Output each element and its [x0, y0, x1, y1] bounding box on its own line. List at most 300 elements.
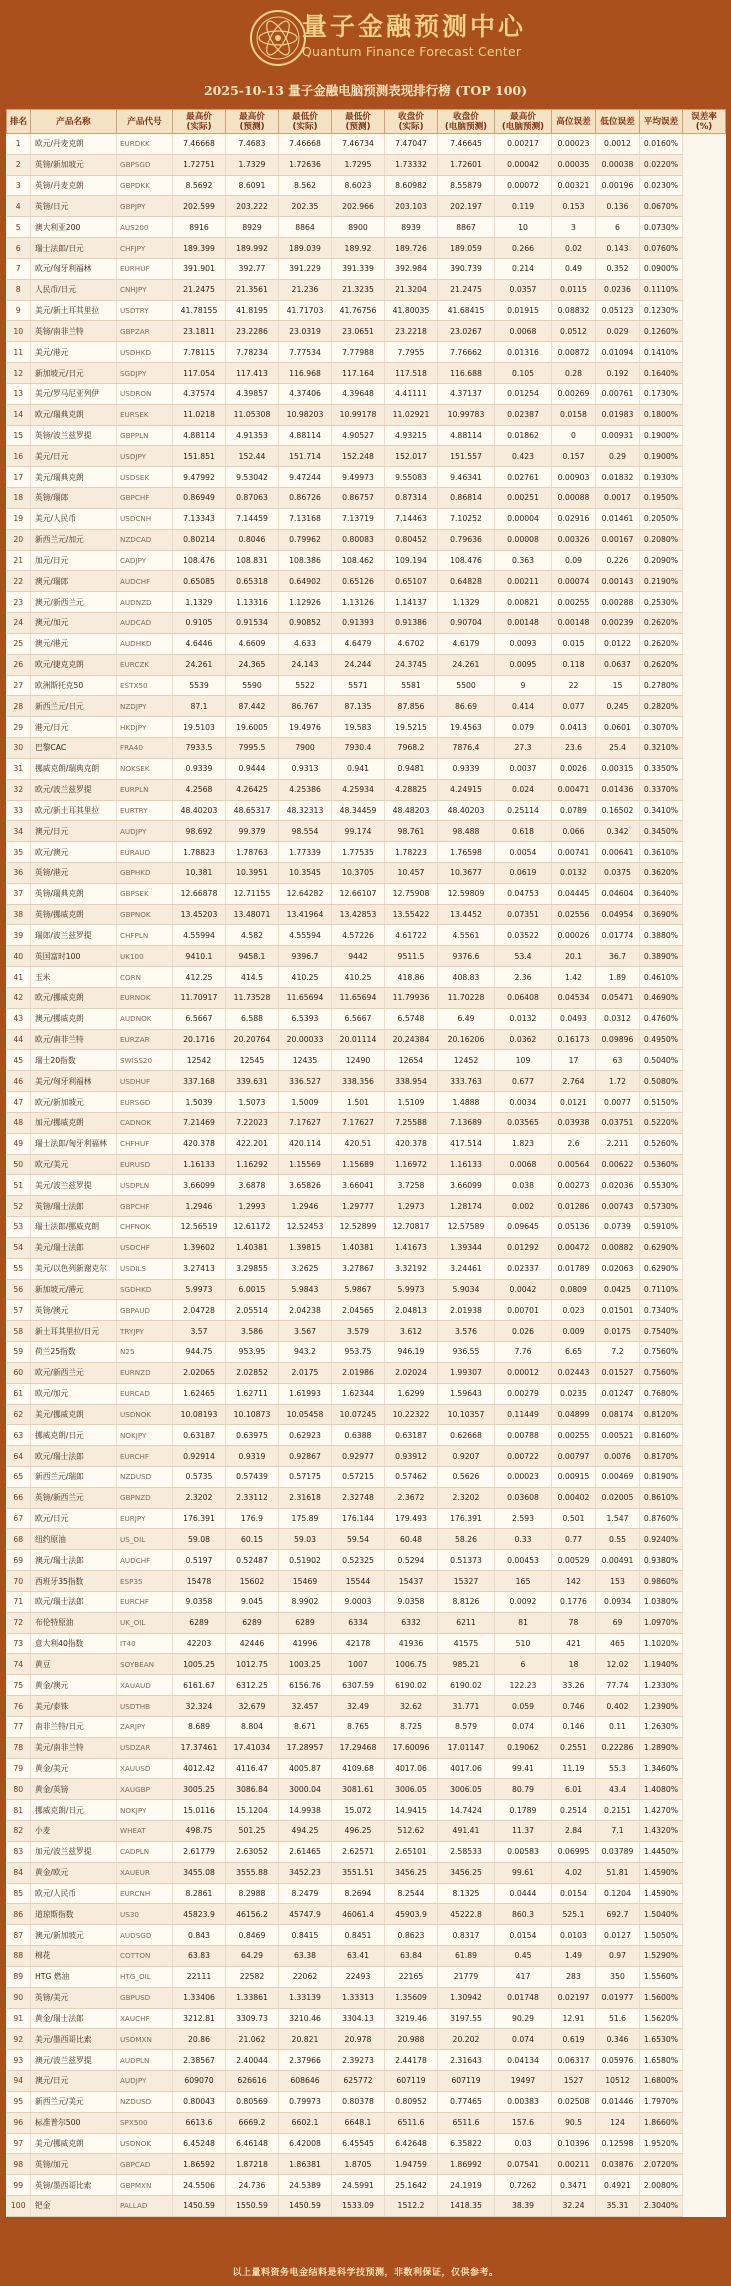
table-row	[7, 1529, 726, 1550]
cell-rank: 77	[7, 1716, 31, 1737]
cell-high-computer-predicted: 0.414	[495, 696, 552, 717]
cell-avg-error: 0.4760%	[640, 1008, 683, 1029]
cell-low-actual: 59.03	[279, 1529, 332, 1550]
cell-high-actual: 0.63187	[173, 1425, 226, 1446]
cell-avg-error: 0.4950%	[640, 1029, 683, 1050]
cell-product-name: 欧元/澳元	[31, 842, 117, 863]
cell-high-predicted: 1.5073	[226, 1092, 279, 1113]
cell-avg-error: 0.3070%	[640, 717, 683, 738]
table-row	[7, 592, 726, 613]
cell-product-code: GBPMXN	[117, 2175, 173, 2196]
cell-high-actual: 337.168	[173, 1071, 226, 1092]
cell-high-error: 0.00321	[552, 175, 596, 196]
cell-high-error: 2.764	[552, 1071, 596, 1092]
cell-high-predicted: 12.61172	[226, 1217, 279, 1238]
cell-rank: 38	[7, 904, 31, 925]
cell-high-actual: 202.599	[173, 196, 226, 217]
cell-high-predicted: 0.8046	[226, 529, 279, 550]
column-header-label: 收盘价	[398, 111, 424, 122]
cell-low-predicted: 625772	[332, 2071, 385, 2092]
cell-low-predicted: 9442	[332, 946, 385, 967]
cell-close-predicted: 7.46645	[438, 134, 495, 155]
cell-rank: 95	[7, 2091, 31, 2112]
cell-low-actual: 21.236	[279, 279, 332, 300]
cell-high-predicted: 11.73528	[226, 987, 279, 1008]
cell-low-predicted: 1007	[332, 1654, 385, 1675]
cell-high-predicted: 953.95	[226, 1342, 279, 1363]
cell-high-actual: 12542	[173, 1050, 226, 1071]
cell-rank: 78	[7, 1737, 31, 1758]
cell-rank: 16	[7, 446, 31, 467]
cell-low-predicted: 3551.51	[332, 1862, 385, 1883]
cell-close-actual: 3006.05	[385, 1779, 438, 1800]
column-header	[552, 110, 596, 134]
cell-high-predicted: 1.40381	[226, 1237, 279, 1258]
cell-product-name: 瑞士法郎/日元	[31, 238, 117, 259]
cell-high-actual: 1.33406	[173, 1987, 226, 2008]
cell-high-actual: 41.78155	[173, 300, 226, 321]
cell-high-computer-predicted: 99.61	[495, 1862, 552, 1883]
cell-product-code: CADPLN	[117, 1841, 173, 1862]
cell-high-computer-predicted: 0.06408	[495, 987, 552, 1008]
cell-high-actual: 3455.08	[173, 1862, 226, 1883]
cell-avg-error: 0.9380%	[640, 1550, 683, 1571]
cell-high-actual: 2.61779	[173, 1841, 226, 1862]
cell-high-computer-predicted: 0.0092	[495, 1591, 552, 1612]
cell-high-actual: 4.55994	[173, 925, 226, 946]
cell-product-code: CHFPLN	[117, 925, 173, 946]
table-row	[7, 383, 726, 404]
column-header	[596, 110, 640, 134]
cell-close-predicted: 3.66099	[438, 1175, 495, 1196]
cell-product-code: EURCHF	[117, 1446, 173, 1467]
cell-rank: 59	[7, 1342, 31, 1363]
cell-high-predicted: 15.1204	[226, 1800, 279, 1821]
cell-low-actual: 410.25	[279, 967, 332, 988]
cell-avg-error: 0.5910%	[640, 1217, 683, 1238]
cell-high-error: 421	[552, 1633, 596, 1654]
cell-product-code: GBPUSD	[117, 1987, 173, 2008]
cell-avg-error: 0.3690%	[640, 904, 683, 925]
cell-product-code: SWISS20	[117, 1050, 173, 1071]
cell-close-predicted: 48.40203	[438, 800, 495, 821]
table-row	[7, 883, 726, 904]
cell-high-predicted: 42446	[226, 1633, 279, 1654]
table-row	[7, 675, 726, 696]
cell-avg-error: 1.5050%	[640, 1925, 683, 1946]
cell-avg-error: 1.5600%	[640, 1987, 683, 2008]
cell-high-computer-predicted: 0.02761	[495, 467, 552, 488]
cell-close-predicted: 7876.4	[438, 738, 495, 759]
cell-product-name: 美元/挪威克朗	[31, 1404, 117, 1425]
cell-high-error: 0.04534	[552, 987, 596, 1008]
cell-high-error: 20.1	[552, 946, 596, 967]
cell-product-code: EURHUF	[117, 258, 173, 279]
cell-high-predicted: 1.78763	[226, 842, 279, 863]
cell-close-actual: 48.48203	[385, 800, 438, 821]
cell-high-actual: 4.88114	[173, 425, 226, 446]
cell-product-code: AUDNZD	[117, 592, 173, 613]
cell-avg-error: 0.3210%	[640, 738, 683, 759]
cell-avg-error: 0.7540%	[640, 1321, 683, 1342]
cell-product-name: 美元/匈牙利福林	[31, 1071, 117, 1092]
cell-low-actual: 12.64282	[279, 883, 332, 904]
cell-low-actual: 1.5009	[279, 1092, 332, 1113]
cell-high-actual: 0.92914	[173, 1446, 226, 1467]
cell-close-predicted: 6.35822	[438, 2133, 495, 2154]
cell-low-predicted: 0.91393	[332, 613, 385, 634]
cell-high-actual: 1.86592	[173, 2154, 226, 2175]
cell-product-name: 英镑/丹麦克朗	[31, 175, 117, 196]
cell-high-error: 0.00035	[552, 154, 596, 175]
cell-high-error: 0.00741	[552, 842, 596, 863]
table-row	[7, 279, 726, 300]
cell-low-predicted: 9.49973	[332, 467, 385, 488]
cell-close-predicted: 24.261	[438, 654, 495, 675]
cell-close-predicted: 6.49	[438, 1008, 495, 1029]
cell-low-predicted: 8.6023	[332, 175, 385, 196]
cell-high-computer-predicted: 0.0095	[495, 654, 552, 675]
cell-high-computer-predicted: 53.4	[495, 946, 552, 967]
column-header-label: 最高价	[510, 111, 536, 122]
cell-close-actual: 1.35609	[385, 1987, 438, 2008]
cell-low-actual: 391.229	[279, 258, 332, 279]
cell-high-predicted: 99.379	[226, 821, 279, 842]
table-row	[7, 1237, 726, 1258]
cell-rank: 10	[7, 321, 31, 342]
cell-product-code: EURPLN	[117, 779, 173, 800]
cell-product-name: 加元/挪威克朗	[31, 1112, 117, 1133]
cell-avg-error: 0.9860%	[640, 1571, 683, 1592]
column-header-label: 产品代号	[127, 116, 162, 127]
cell-close-actual: 2.3672	[385, 1487, 438, 1508]
cell-low-actual: 189.039	[279, 238, 332, 259]
table-row	[7, 967, 726, 988]
cell-high-error: 0.02	[552, 238, 596, 259]
cell-close-predicted: 151.557	[438, 446, 495, 467]
cell-low-predicted: 12.52899	[332, 1217, 385, 1238]
cell-avg-error: 1.5560%	[640, 1966, 683, 1987]
cell-rank: 86	[7, 1904, 31, 1925]
cell-high-predicted: 6669.2	[226, 2112, 279, 2133]
cell-high-predicted: 46156.2	[226, 1904, 279, 1925]
cell-high-predicted: 6.46148	[226, 2133, 279, 2154]
cell-high-actual: 0.5197	[173, 1550, 226, 1571]
cell-product-code: NOKSEK	[117, 758, 173, 779]
cell-low-predicted: 24.5991	[332, 2175, 385, 2196]
cell-close-actual: 60.48	[385, 1529, 438, 1550]
cell-high-error: 0.03938	[552, 1112, 596, 1133]
cell-close-predicted: 98.488	[438, 821, 495, 842]
cell-product-name: 黄豆	[31, 1654, 117, 1675]
cell-avg-error: 0.2620%	[640, 654, 683, 675]
cell-low-error: 0.05123	[596, 300, 640, 321]
cell-close-predicted: 14.7424	[438, 1800, 495, 1821]
cell-rank: 68	[7, 1529, 31, 1550]
cell-low-actual: 943.2	[279, 1342, 332, 1363]
cell-high-predicted: 20.20764	[226, 1029, 279, 1050]
cell-high-computer-predicted: 0.01862	[495, 425, 552, 446]
cell-high-predicted: 0.65318	[226, 571, 279, 592]
cell-low-predicted: 10.07245	[332, 1404, 385, 1425]
cell-low-predicted: 20.01114	[332, 1029, 385, 1050]
cell-high-computer-predicted: 0.00722	[495, 1446, 552, 1467]
column-header-label: 高位误差	[556, 116, 591, 127]
cell-close-actual: 12654	[385, 1050, 438, 1071]
cell-low-error: 465	[596, 1633, 640, 1654]
cell-product-name: 欧元/新加坡元	[31, 1092, 117, 1113]
table-row	[7, 488, 726, 509]
cell-low-actual: 8864	[279, 217, 332, 238]
column-header-sublabel: (实际)	[292, 121, 318, 132]
cell-high-computer-predicted: 0.11449	[495, 1404, 552, 1425]
cell-rank: 4	[7, 196, 31, 217]
cell-close-actual: 189.726	[385, 238, 438, 259]
cell-low-predicted: 202.966	[332, 196, 385, 217]
column-header	[226, 110, 279, 134]
cell-product-code: CADNOK	[117, 1112, 173, 1133]
cell-close-actual: 152.017	[385, 446, 438, 467]
cell-product-code: HTG_OIL	[117, 1966, 173, 1987]
cell-close-actual: 1.78223	[385, 842, 438, 863]
column-header-sublabel: (电脑预测)	[501, 121, 545, 132]
cell-high-actual: 189.399	[173, 238, 226, 259]
cell-high-computer-predicted: 0.00004	[495, 508, 552, 529]
cell-close-predicted: 1.4888	[438, 1092, 495, 1113]
table-row	[7, 1591, 726, 1612]
cell-high-actual: 1450.59	[173, 2195, 226, 2216]
cell-close-actual: 1.6299	[385, 1383, 438, 1404]
cell-high-computer-predicted: 0.09645	[495, 1217, 552, 1238]
cell-low-error: 51.6	[596, 2008, 640, 2029]
cell-low-error: 69	[596, 1612, 640, 1633]
cell-high-error: 32.24	[552, 2195, 596, 2216]
cell-product-code: EURDKK	[117, 134, 173, 155]
cell-product-code: GBPPLN	[117, 425, 173, 446]
cell-low-predicted: 48.34459	[332, 800, 385, 821]
table-row	[7, 2091, 726, 2112]
cell-product-name: 欧元/新土耳其里拉	[31, 800, 117, 821]
cell-close-actual: 4.28825	[385, 779, 438, 800]
cell-low-actual: 23.0319	[279, 321, 332, 342]
table-row	[7, 862, 726, 883]
cell-high-computer-predicted: 0.00008	[495, 529, 552, 550]
cell-low-error: 0.03751	[596, 1112, 640, 1133]
cell-low-error: 0.01501	[596, 1300, 640, 1321]
cell-high-error: 1527	[552, 2071, 596, 2092]
cell-product-name: 欧元/加元	[31, 1383, 117, 1404]
cell-high-computer-predicted: 0.01915	[495, 300, 552, 321]
cell-high-computer-predicted: 157.6	[495, 2112, 552, 2133]
cell-high-actual: 609070	[173, 2071, 226, 2092]
cell-rank: 27	[7, 675, 31, 696]
column-header-sublabel: (预测)	[345, 121, 371, 132]
table-row	[7, 1154, 726, 1175]
cell-low-error: 77.74	[596, 1675, 640, 1696]
table-row	[7, 1175, 726, 1196]
table-row	[7, 134, 726, 155]
cell-avg-error: 0.3370%	[640, 779, 683, 800]
cell-low-actual: 0.62923	[279, 1425, 332, 1446]
cell-avg-error: 0.4690%	[640, 987, 683, 1008]
cell-high-error: 0.04899	[552, 1404, 596, 1425]
cell-low-actual: 63.38	[279, 1946, 332, 1967]
cell-close-predicted: 1.39344	[438, 1237, 495, 1258]
cell-high-computer-predicted: 90.29	[495, 2008, 552, 2029]
cell-low-actual: 0.8415	[279, 1925, 332, 1946]
cell-low-actual: 7.77534	[279, 342, 332, 363]
table-row	[7, 1716, 726, 1737]
cell-low-error: 0.97	[596, 1946, 640, 1967]
cell-product-name: 美元/挪威克朗	[31, 2133, 117, 2154]
cell-high-computer-predicted: 0.00211	[495, 571, 552, 592]
cell-close-actual: 0.91386	[385, 613, 438, 634]
table-row	[7, 613, 726, 634]
cell-low-error: 12.02	[596, 1654, 640, 1675]
cell-low-predicted: 1.33313	[332, 1987, 385, 2008]
cell-high-error: 6.65	[552, 1342, 596, 1363]
cell-avg-error: 1.6800%	[640, 2071, 683, 2092]
cell-high-computer-predicted: 19497	[495, 2071, 552, 2092]
cell-product-name: 瑞士法郎/匈牙利福林	[31, 1133, 117, 1154]
cell-close-predicted: 8.579	[438, 1716, 495, 1737]
cell-low-actual: 2.04238	[279, 1300, 332, 1321]
cell-high-actual: 0.80043	[173, 2091, 226, 2112]
cell-close-actual: 109.194	[385, 550, 438, 571]
cell-product-name: 美元/日元	[31, 446, 117, 467]
cell-high-error: 0.0413	[552, 717, 596, 738]
cell-high-error: 22	[552, 675, 596, 696]
cell-low-error: 0.0076	[596, 1446, 640, 1467]
cell-close-actual: 0.8623	[385, 1925, 438, 1946]
cell-high-actual: 2.38567	[173, 2050, 226, 2071]
cell-low-error: 0.00315	[596, 758, 640, 779]
cell-rank: 22	[7, 571, 31, 592]
cell-high-predicted: 60.15	[226, 1529, 279, 1550]
cell-low-error: 0.00469	[596, 1467, 640, 1488]
cell-rank: 17	[7, 467, 31, 488]
cell-high-actual: 8.5692	[173, 175, 226, 196]
cell-high-actual: 32.324	[173, 1696, 226, 1717]
cell-high-predicted: 3309.73	[226, 2008, 279, 2029]
table-row	[7, 1758, 726, 1779]
cell-rank: 7	[7, 258, 31, 279]
cell-close-predicted: 1.86992	[438, 2154, 495, 2175]
cell-high-actual: 9.47992	[173, 467, 226, 488]
cell-close-actual: 98.761	[385, 821, 438, 842]
cell-high-predicted: 7.14459	[226, 508, 279, 529]
cell-high-predicted: 4.26425	[226, 779, 279, 800]
cell-low-predicted: 0.52325	[332, 1550, 385, 1571]
table-row	[7, 2133, 726, 2154]
cell-rank: 12	[7, 363, 31, 384]
logo	[248, 8, 308, 68]
cell-high-predicted: 7.22023	[226, 1112, 279, 1133]
cell-product-code: GBPZAR	[117, 321, 173, 342]
cell-avg-error: 0.0900%	[640, 258, 683, 279]
cell-low-error: 0.03789	[596, 1841, 640, 1862]
cell-high-error: 0.06317	[552, 2050, 596, 2071]
cell-product-code: EURAUD	[117, 842, 173, 863]
brand-name-cn: 量子金融预测中心	[302, 12, 527, 41]
cell-avg-error: 0.0730%	[640, 217, 683, 238]
cell-low-predicted: 19.583	[332, 717, 385, 738]
cell-low-error: 0.143	[596, 238, 640, 259]
cell-product-name: 澳元/瑞郎	[31, 571, 117, 592]
cell-rank: 11	[7, 342, 31, 363]
cell-low-predicted: 6.5667	[332, 1008, 385, 1029]
cell-low-error: 350	[596, 1966, 640, 1987]
cell-avg-error: 1.5620%	[640, 2008, 683, 2029]
cell-high-predicted: 13.48071	[226, 904, 279, 925]
cell-low-predicted: 117.164	[332, 363, 385, 384]
cell-high-actual: 0.5735	[173, 1467, 226, 1488]
column-header	[640, 110, 683, 134]
cell-product-name: 英镑/挪威克朗	[31, 904, 117, 925]
cell-close-predicted: 3.576	[438, 1321, 495, 1342]
table-row	[7, 2175, 726, 2196]
cell-product-name: 标准普尔500	[31, 2112, 117, 2133]
cell-low-error: 0.402	[596, 1696, 640, 1717]
cell-close-predicted: 4.6179	[438, 633, 495, 654]
table-row	[7, 758, 726, 779]
cell-close-predicted: 8867	[438, 217, 495, 238]
cell-close-predicted: 7.13689	[438, 1112, 495, 1133]
cell-low-predicted: 4109.68	[332, 1758, 385, 1779]
cell-rank: 72	[7, 1612, 31, 1633]
cell-high-computer-predicted: 0.33	[495, 1529, 552, 1550]
cell-rank: 61	[7, 1383, 31, 1404]
cell-high-predicted: 0.52487	[226, 1550, 279, 1571]
cell-close-predicted: 202.197	[438, 196, 495, 217]
cell-rank: 75	[7, 1675, 31, 1696]
cell-rank: 37	[7, 883, 31, 904]
cell-close-actual: 0.63187	[385, 1425, 438, 1446]
cell-close-predicted: 4.88114	[438, 425, 495, 446]
cell-rank: 14	[7, 404, 31, 425]
cell-rank: 97	[7, 2133, 31, 2154]
table-row	[7, 1654, 726, 1675]
cell-close-actual: 2.65101	[385, 1841, 438, 1862]
table-row	[7, 529, 726, 550]
cell-low-error: 0.12598	[596, 2133, 640, 2154]
cell-close-predicted: 3456.25	[438, 1862, 495, 1883]
table-row	[7, 217, 726, 238]
cell-high-actual: 48.40203	[173, 800, 226, 821]
cell-high-error: 6.01	[552, 1779, 596, 1800]
cell-close-predicted: 23.0267	[438, 321, 495, 342]
cell-high-predicted: 21.3561	[226, 279, 279, 300]
cell-low-actual: 20.00033	[279, 1029, 332, 1050]
cell-close-actual: 2.44178	[385, 2050, 438, 2071]
cell-high-error: 0.01789	[552, 1258, 596, 1279]
cell-high-error: 0.3471	[552, 2175, 596, 2196]
cell-product-name: 加元/波兰兹罗提	[31, 1841, 117, 1862]
cell-high-computer-predicted: 0.03	[495, 2133, 552, 2154]
cell-close-predicted: 9376.6	[438, 946, 495, 967]
cell-rank: 52	[7, 1196, 31, 1217]
cell-low-predicted: 1.13126	[332, 592, 385, 613]
cell-low-predicted: 420.51	[332, 1133, 385, 1154]
cell-rank: 43	[7, 1008, 31, 1029]
cell-rank: 58	[7, 1321, 31, 1342]
cell-close-actual: 1512.2	[385, 2195, 438, 2216]
cell-high-predicted: 24.736	[226, 2175, 279, 2196]
cell-low-predicted: 1.7295	[332, 154, 385, 175]
cell-high-error: 0.153	[552, 196, 596, 217]
cell-low-error: 153	[596, 1571, 640, 1592]
table-body	[7, 134, 726, 2217]
